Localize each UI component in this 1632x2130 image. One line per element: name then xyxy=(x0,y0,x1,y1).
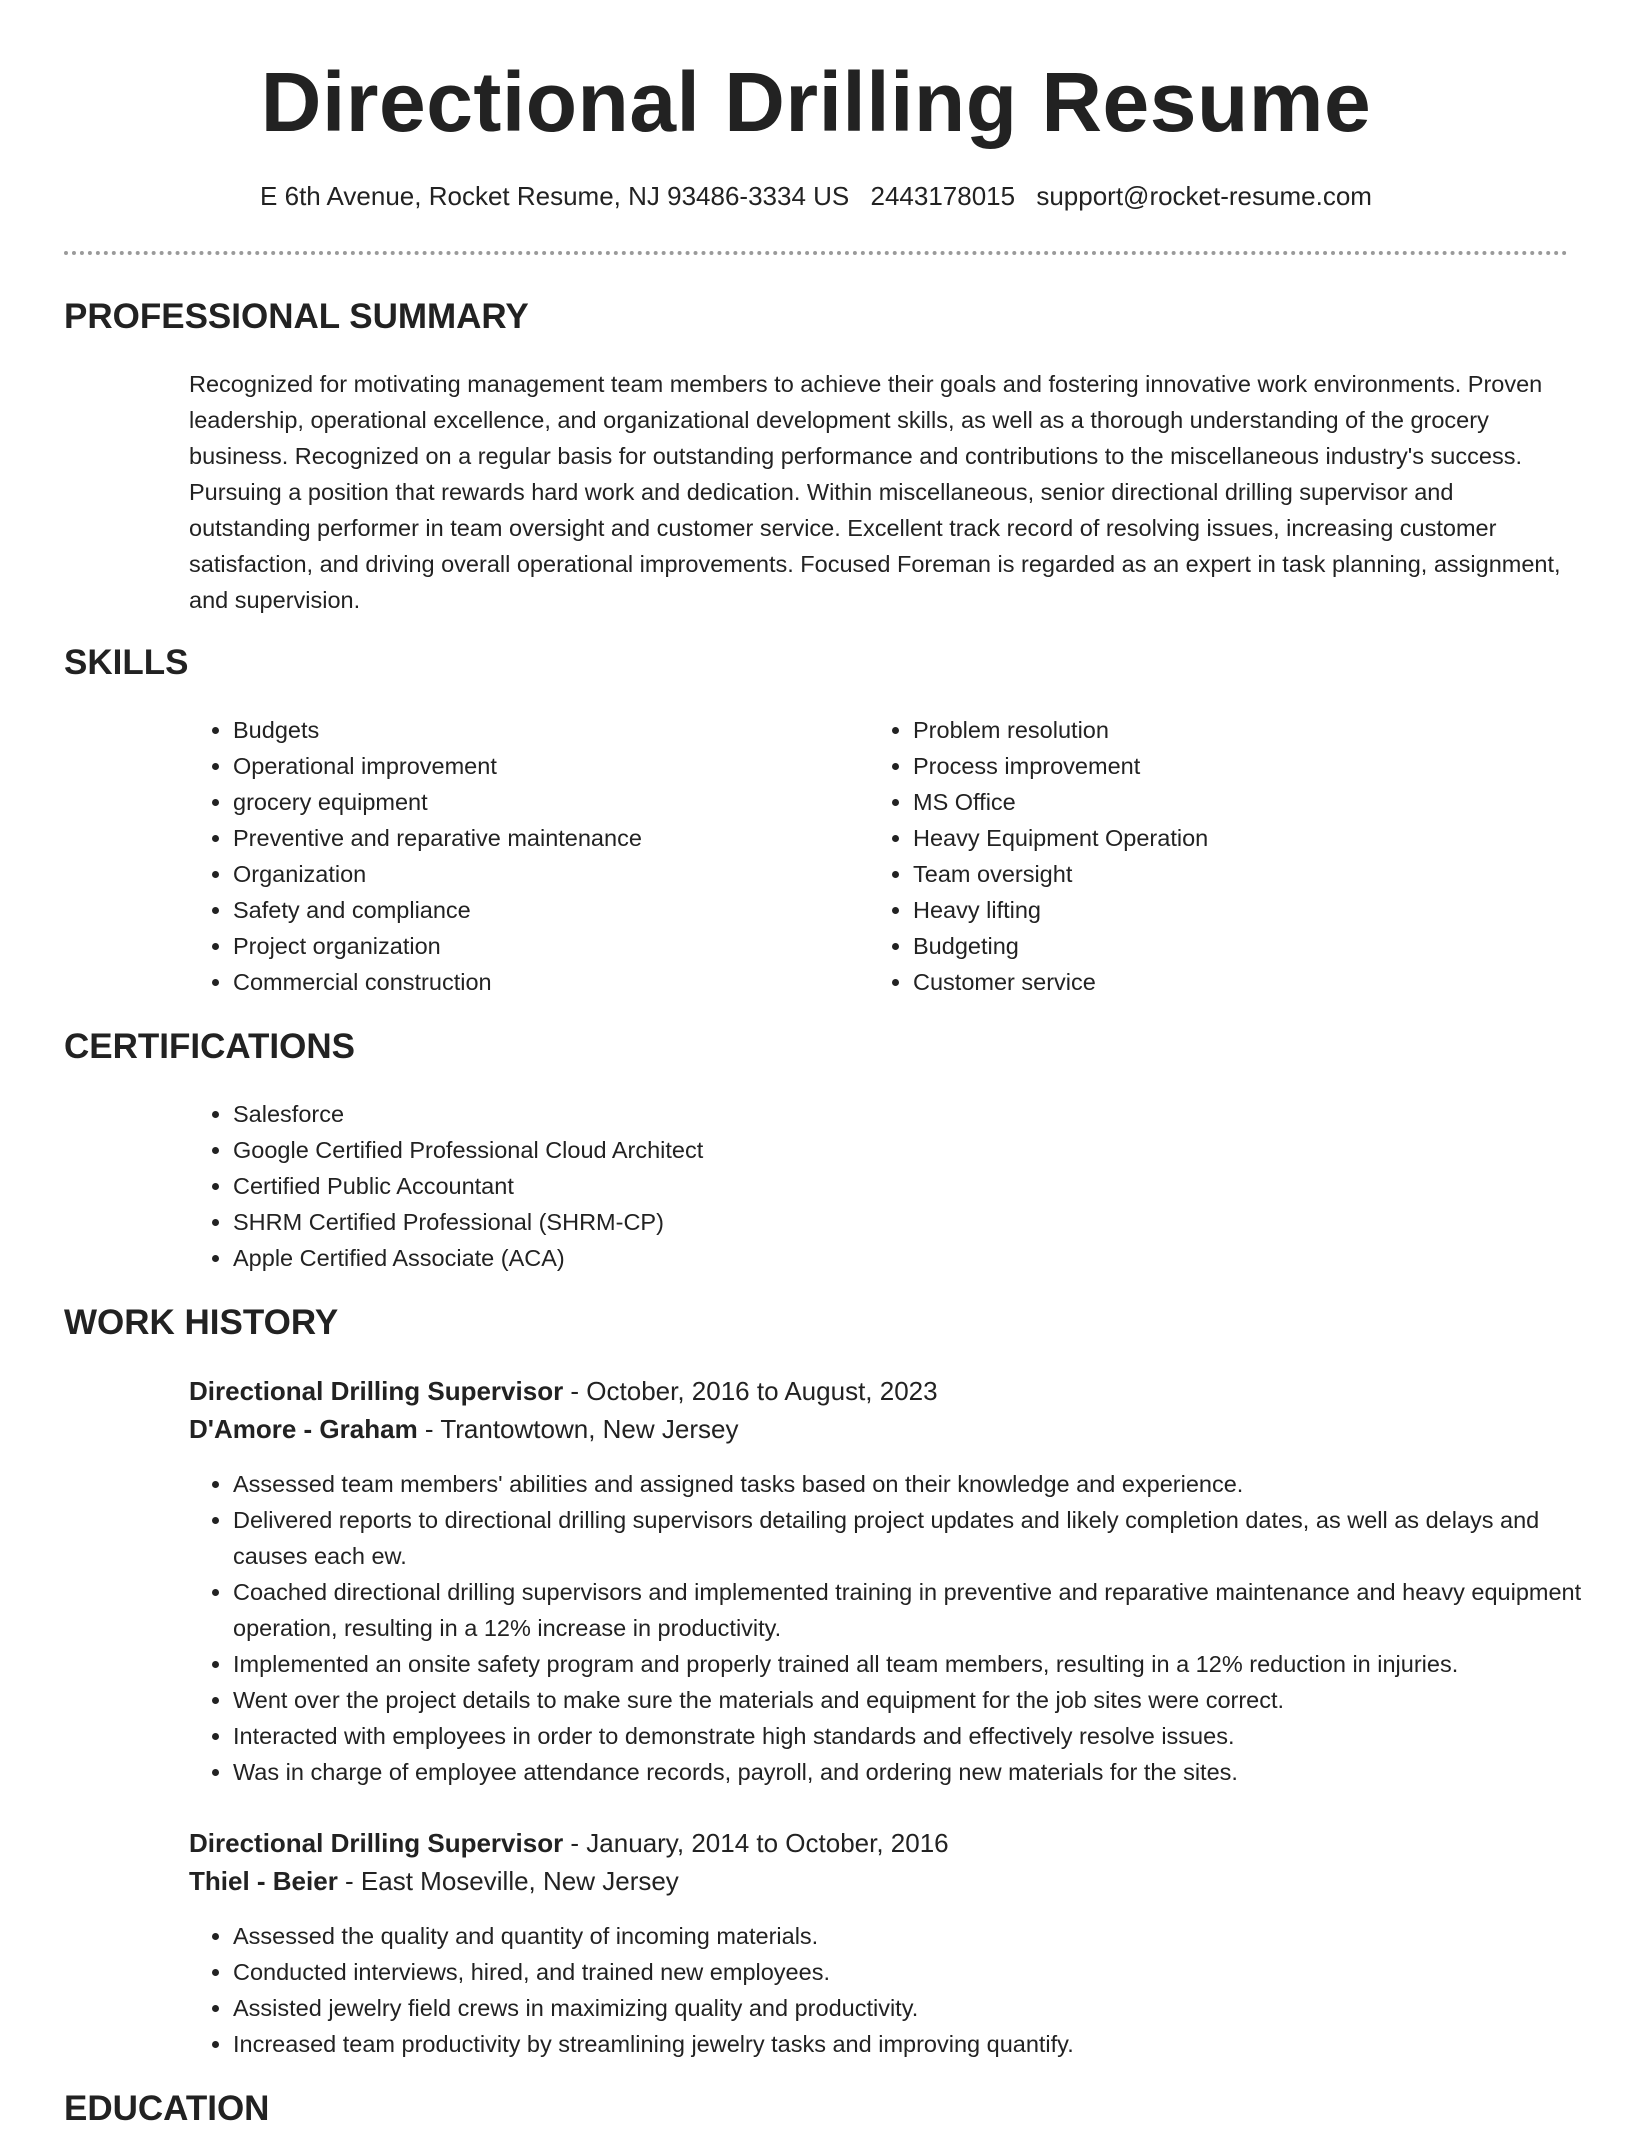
job-bullet: • Assisted jewelry field crews in maximizing quality and productivity. xyxy=(233,1990,1613,2026)
job-dates: - January, 2014 to October, 2016 xyxy=(563,1828,949,1858)
section-title-certifications: CERTIFICATIONS xyxy=(64,1027,356,1066)
certification-item: • Certified Public Accountant xyxy=(233,1168,1533,1204)
job-company-line xyxy=(189,1862,679,1900)
certifications-list xyxy=(189,1096,1533,1276)
job-role: Directional Drilling Supervisor xyxy=(189,1828,564,1858)
skill-item: • grocery equipment xyxy=(233,784,853,820)
skill-item: • Operational improvement xyxy=(233,748,853,784)
skill-item: • Preventive and reparative maintenance xyxy=(233,820,853,856)
job-bullets xyxy=(189,1466,1613,1790)
skills-list-right xyxy=(869,712,1533,1000)
resume-title: Directional Drilling Resume xyxy=(260,55,1372,149)
section-title-summary: PROFESSIONAL SUMMARY xyxy=(64,297,529,336)
certification-item: • Google Certified Professional Cloud Architect xyxy=(233,1132,1533,1168)
contact-address: E 6th Avenue, Rocket Resume, NJ 93486-3334 US xyxy=(260,181,850,211)
skill-item: • Customer service xyxy=(913,964,1533,1000)
job-bullet: • Assessed the quality and quantity of incoming materials. xyxy=(233,1918,1613,1954)
summary-text: Recognized for motivating management team members to achieve their goals and fostering innovative work environments. Proven leadership, operational excellence, and organizational development skills, as well as a thorough understanding of the grocery business. Recognized on a regular basis for outstanding performance and contributions to the miscellaneous industry's success. Pursuing a position that rewards hard work and dedication. Within miscellaneous, senior directional drilling supervisor and outstanding performer in team oversight and customer service. Excellent track record of resolving issues, increasing customer satisfaction, and driving overall operational improvements. Focused Foreman is regarded as an expert in task planning, assignment, and supervision. xyxy=(189,371,1561,613)
skill-item: • Problem resolution xyxy=(913,712,1533,748)
skill-item: • Organization xyxy=(233,856,853,892)
job-role: Directional Drilling Supervisor xyxy=(189,1376,564,1406)
job-company: Thiel - Beier xyxy=(189,1866,338,1896)
skill-item: • Heavy Equipment Operation xyxy=(913,820,1533,856)
job-bullet: • Increased team productivity by streamlining jewelry tasks and improving quantify. xyxy=(233,2026,1613,2062)
section-title-work-history: WORK HISTORY xyxy=(64,1303,339,1342)
section-title-skills: SKILLS xyxy=(64,643,189,682)
skill-item: • Budgets xyxy=(233,712,853,748)
skill-item: • MS Office xyxy=(913,784,1533,820)
contact-email: support@rocket-resume.com xyxy=(1036,181,1372,211)
certification-item: • SHRM Certified Professional (SHRM-CP) xyxy=(233,1204,1533,1240)
job-company-line xyxy=(189,1410,738,1448)
job-bullet: • Assessed team members' abilities and assigned tasks based on their knowledge and experience. xyxy=(233,1466,1613,1502)
job-bullet: • Delivered reports to directional drilling supervisors detailing project updates and likely completion dates, as well as delays and causes each ew. xyxy=(233,1502,1613,1574)
certification-item: • Apple Certified Associate (ACA) xyxy=(233,1240,1533,1276)
certification-item: • Salesforce xyxy=(233,1096,1533,1132)
contact-phone: 2443178015 xyxy=(870,181,1016,211)
job-company: D'Amore - Graham xyxy=(189,1414,418,1444)
skill-item: • Heavy lifting xyxy=(913,892,1533,928)
skill-item: • Team oversight xyxy=(913,856,1533,892)
header-divider xyxy=(64,251,1568,255)
skill-item: • Budgeting xyxy=(913,928,1533,964)
job-bullets xyxy=(189,1918,1613,2062)
job-bullet: • Conducted interviews, hired, and trained new employees. xyxy=(233,1954,1613,1990)
job-bullet: • Went over the project details to make sure the materials and equipment for the job sites were correct. xyxy=(233,1682,1613,1718)
section-title-education: EDUCATION xyxy=(64,2089,270,2128)
job-bullet: • Interacted with employees in order to demonstrate high standards and effectively resolve issues. xyxy=(233,1718,1613,1754)
skill-item: • Safety and compliance xyxy=(233,892,853,928)
job-bullet: • Implemented an onsite safety program and properly trained all team members, resulting in a 12% reduction in injuries. xyxy=(233,1646,1613,1682)
job-bullet: • Coached directional drilling supervisors and implemented training in preventive and reparative maintenance and heavy equipment operation, resulting in a 12% increase in productivity. xyxy=(233,1574,1613,1646)
job-bullet: • Was in charge of employee attendance records, payroll, and ordering new materials for the sites. xyxy=(233,1754,1613,1790)
job-title-line xyxy=(189,1824,949,1862)
job-location: - East Moseville, New Jersey xyxy=(337,1866,679,1896)
skill-item: • Project organization xyxy=(233,928,853,964)
job-dates: - October, 2016 to August, 2023 xyxy=(563,1376,938,1406)
contact-line xyxy=(0,180,1632,214)
skills-list-left xyxy=(189,712,853,1000)
skill-item: • Commercial construction xyxy=(233,964,853,1000)
skill-item: • Process improvement xyxy=(913,748,1533,784)
job-location: - Trantowtown, New Jersey xyxy=(417,1414,739,1444)
job-title-line xyxy=(189,1372,938,1410)
